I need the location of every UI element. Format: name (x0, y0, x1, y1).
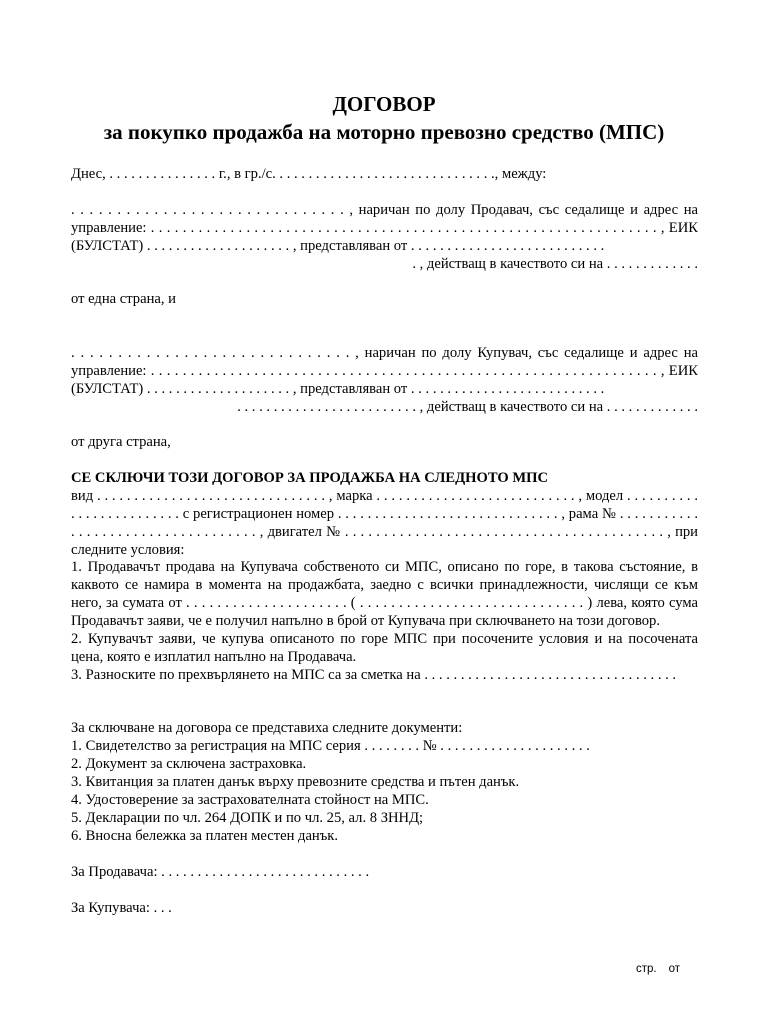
buyer-line: (БУЛСТАТ) . . . . . . . . . . . . . . . . . . . . , представляван от . . . . . . . . . . . . . . . . . . . . . . . . . . . (71, 381, 605, 397)
document-item: 5. Декларации по чл. 264 ДОПК и по чл. 25, ал. 8 ЗННД; (71, 810, 424, 826)
document-item: 4. Удостоверение за застрахователната стойност на МПС. (71, 792, 429, 808)
condition-line: 1. Продавачът продава на Купувача собственото си МПС, описано по горе, в такова състояние, в (71, 559, 698, 575)
intro-line: Днес, . . . . . . . . . . . . . . . г., в гр./с. . . . . . . . . . . . . . . . . . . . . . . . . . . . . . ., между: (71, 166, 547, 182)
seller-signature-line: За Продавача: . . . . . . . . . . . . . . . . . . . . . . . . . . . . . (71, 864, 370, 880)
document-item: 3. Квитанция за платен данък върху превозните средства и пътен данък. (71, 774, 520, 790)
condition-line: 3. Разноските по прехвърлянето на МПС са за сметка на . . . . . . . . . . . . . . . . . . . . . . . . . . . . . . . . . . . (71, 667, 677, 683)
documents-intro: За сключване на договора се представиха следните документи: (71, 720, 463, 736)
seller-line: . . . . . . . . . . . . . . . . . . . . . . . . . . . . . . , наричан по долу Продавач, със седалище и адрес на (71, 202, 698, 218)
buyer-signature-line: За Купувача: . . . (71, 900, 172, 916)
condition-line: 2. Купувачът заяви, че купува описаното по горе МПС при посочените условия и на посочената (71, 631, 698, 647)
vehicle-line: вид . . . . . . . . . . . . . . . . . . . . . . . . . . . . . . . , марка . . . . . . . . . . . . . . . . . . . . . . . . . . . , модел . . . . . . . . . . (71, 488, 698, 504)
condition-line: цена, която е изплатил напълно на Продавача. (71, 649, 357, 665)
document-title: ДОГОВОР (332, 92, 436, 116)
document-item: 6. Вносна бележка за платен местен данък. (71, 828, 339, 844)
section-heading: СЕ СКЛЮЧИ ТОЗИ ДОГОВОР ЗА ПРОДАЖБА НА СЛЕДНОТО МПС (71, 470, 549, 486)
page-number-footer (636, 963, 680, 975)
condition-line: Продавачът заяви, че е получил напълно в брой от Купувача при сключването на този договор. (71, 613, 660, 629)
buyer-line: . . . . . . . . . . . . . . . . . . . . . . . . . . . . . . , наричан по долу Купувач, със седалище и адрес на (71, 345, 698, 361)
buyer-line: управление: . . . . . . . . . . . . . . . . . . . . . . . . . . . . . . . . . . . . . . . . . . . . . . . . . . . . . . . . . . . . . . . . , ЕИК (71, 363, 698, 379)
seller-line: . , действащ в качеството си на . . . . . . . . . . . . . (412, 256, 698, 272)
buyer-side-label: от друга страна, (71, 434, 171, 450)
condition-line: каквото се намира в момента на продажбата, заедно с всички принадлежности, числящи се към (71, 577, 698, 593)
seller-line: управление: . . . . . . . . . . . . . . . . . . . . . . . . . . . . . . . . . . . . . . . . . . . . . . . . . . . . . . . . . . . . . . . . , ЕИК (71, 220, 698, 236)
document-item: 1. Свидетелство за регистрация на МПС серия . . . . . . . . № . . . . . . . . . . . . . . . . . . . . . (71, 738, 590, 754)
seller-line: (БУЛСТАТ) . . . . . . . . . . . . . . . . . . . . , представляван от . . . . . . . . . . . . . . . . . . . . . . . . . . . (71, 238, 605, 254)
page-of-label: от (668, 963, 681, 975)
vehicle-line: . . . . . . . . . . . . . . . . . . . . . . . . , двигател № . . . . . . . . . . . . . . . . . . . . . . . . . . . . . . . . . . . . . . . . . , при (71, 524, 698, 540)
vehicle-line: . . . . . . . . . . . . . . . с регистрационен номер . . . . . . . . . . . . . . . . . . . . . . . . . . . . . . , рама № . . . . . . . . . . . (71, 506, 698, 522)
seller-side-label: от една страна, и (71, 291, 176, 307)
document-item: 2. Документ за сключена застраховка. (71, 756, 307, 772)
page-label: стр. (636, 963, 657, 975)
document-subtitle: за покупко продажба на моторно превозно средство (МПС) (103, 120, 665, 144)
vehicle-line: следните условия: (71, 542, 185, 558)
condition-line: него, за сумата от . . . . . . . . . . . . . . . . . . . . . ( . . . . . . . . . . . . . . . . . . . . . . . . . . . . . ) лева, която сума (71, 595, 698, 611)
buyer-line: . . . . . . . . . . . . . . . . . . . . . . . . . , действащ в качеството си на . . . . . . . . . . . . . (237, 399, 698, 415)
